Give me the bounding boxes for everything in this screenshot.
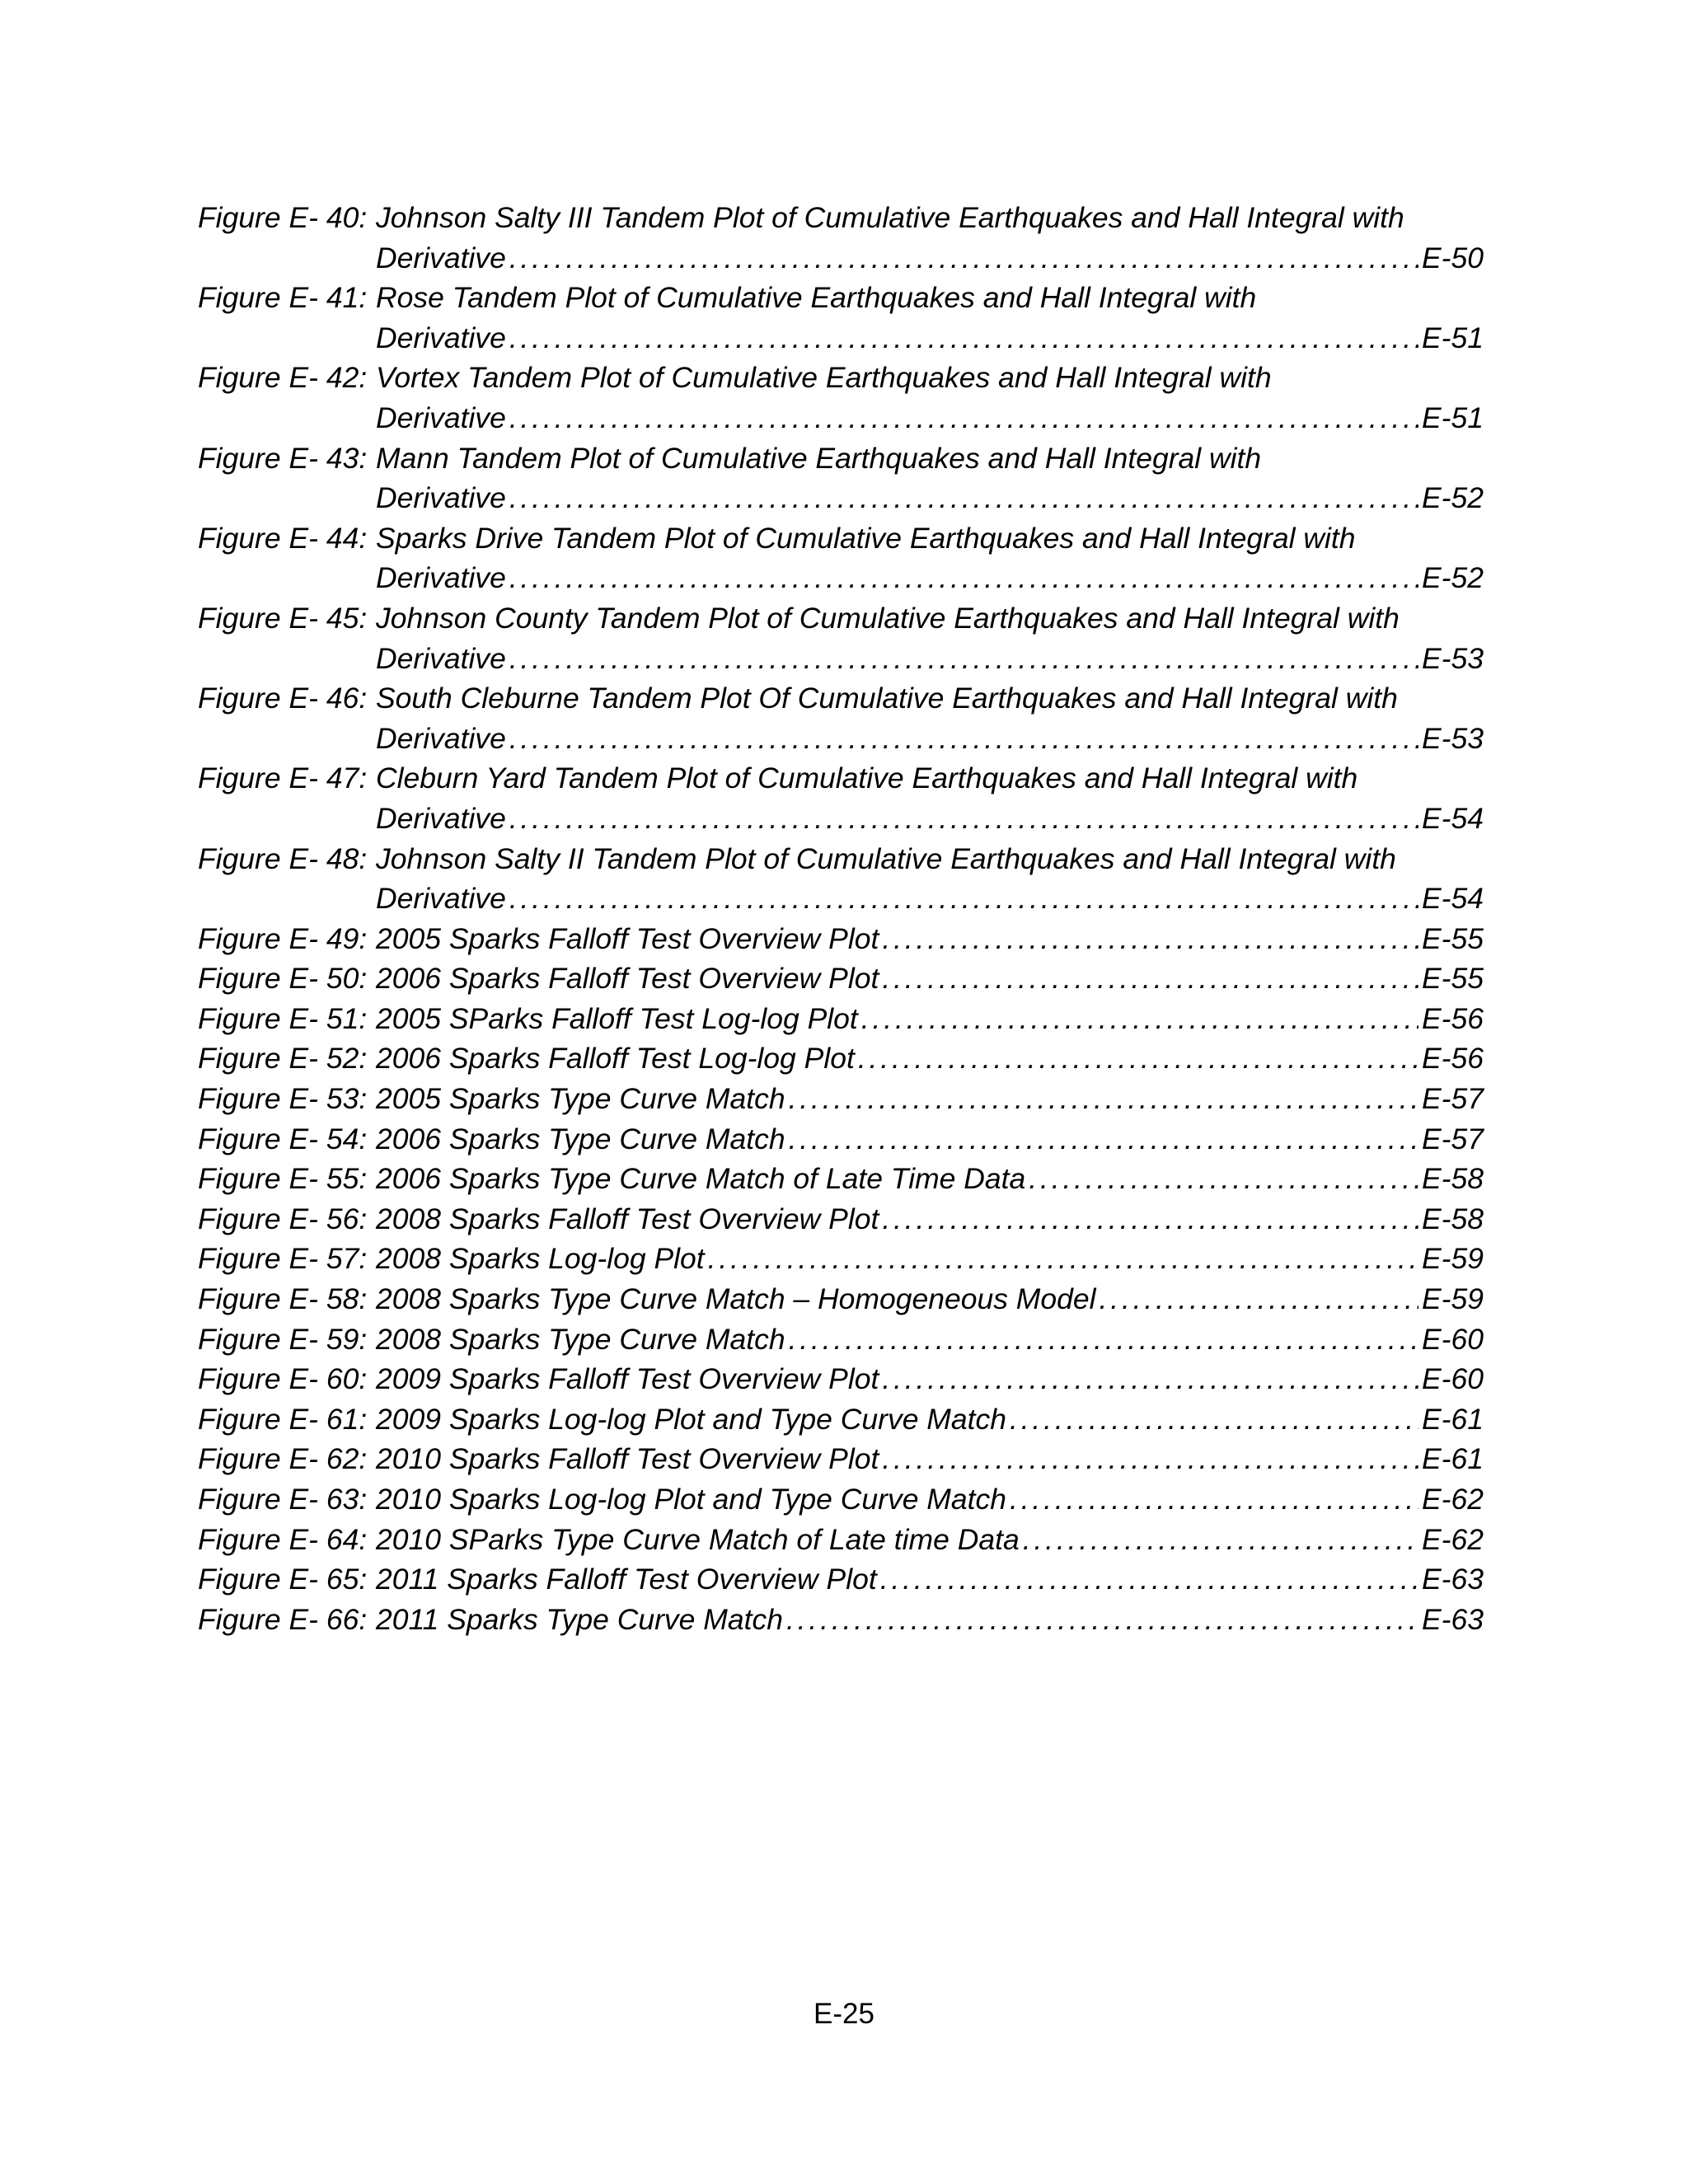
toc-entry[interactable]	[198, 198, 1484, 278]
figure-number: Figure E- 54:	[198, 1122, 368, 1155]
toc-entry[interactable]	[198, 438, 1484, 518]
figure-title: South Cleburne Tandem Plot Of Cumulative Earthquakes and Hall Integral with	[376, 682, 1398, 715]
figure-number: Figure E- 51:	[198, 1001, 368, 1035]
figure-title: 2006 Sparks Falloff Test Overview Plot	[376, 962, 879, 996]
figure-number: Figure E- 43:	[198, 441, 368, 475]
figure-title-continued: Derivative	[376, 801, 506, 835]
dot-leader	[882, 958, 1418, 999]
toc-entry[interactable]	[198, 518, 1484, 598]
page-ref: E-59	[1422, 1242, 1484, 1276]
figure-number: Figure E- 40:	[198, 201, 368, 234]
dot-leader	[789, 1119, 1418, 1160]
figure-title: Cleburn Yard Tandem Plot of Cumulative Earthquakes and Hall Integral with	[376, 762, 1358, 795]
figure-title-continued: Derivative	[376, 721, 506, 755]
figure-title: 2006 Sparks Falloff Test Log-log Plot	[376, 1042, 855, 1076]
page-ref: E-55	[1422, 921, 1484, 955]
dot-leader	[708, 1239, 1418, 1279]
toc-entry[interactable]	[198, 1079, 1484, 1119]
figure-number: Figure E- 47:	[198, 762, 368, 795]
toc-entry[interactable]	[198, 1279, 1484, 1319]
toc-entry[interactable]	[198, 1359, 1484, 1399]
page-ref: E-56	[1422, 1001, 1484, 1035]
page-ref: E-58	[1422, 1202, 1484, 1235]
figure-title: 2005 SParks Falloff Test Log-log Plot	[376, 1001, 858, 1035]
figure-number: Figure E- 41:	[198, 281, 368, 315]
dot-leader	[509, 719, 1418, 759]
figure-number: Figure E- 58:	[198, 1282, 368, 1316]
page-ref: E-57	[1422, 1122, 1484, 1155]
toc-entry[interactable]	[198, 1439, 1484, 1479]
figure-title: 2009 Sparks Log-log Plot and Type Curve Match	[376, 1402, 1006, 1436]
figure-title: Rose Tandem Plot of Cumulative Earthquakes and Hall Integral with	[376, 281, 1257, 315]
figure-title: 2010 Sparks Log-log Plot and Type Curve Match	[376, 1483, 1006, 1516]
figure-number: Figure E- 62:	[198, 1442, 368, 1476]
figure-title: 2008 Sparks Falloff Test Overview Plot	[376, 1202, 879, 1235]
figure-number: Figure E- 57:	[198, 1242, 368, 1276]
toc-entry[interactable]	[198, 1600, 1484, 1640]
toc-entry[interactable]	[198, 278, 1484, 358]
dot-leader	[789, 1079, 1418, 1119]
figure-number: Figure E- 44:	[198, 521, 368, 555]
figure-title: 2008 Sparks Type Curve Match – Homogeneous Model	[376, 1282, 1096, 1316]
page-ref: E-63	[1422, 1563, 1484, 1596]
list-of-figures	[198, 198, 1484, 1639]
figure-title: 2010 SParks Type Curve Match of Late time Data	[376, 1522, 1020, 1556]
figure-title: 2011 Sparks Falloff Test Overview Plot	[376, 1563, 877, 1596]
figure-title-continued: Derivative	[376, 481, 506, 515]
page-ref: E-50	[1422, 241, 1484, 274]
figure-title-continued: Derivative	[376, 882, 506, 916]
page-ref: E-55	[1422, 962, 1484, 996]
page-ref: E-60	[1422, 1322, 1484, 1356]
dot-leader	[1023, 1520, 1418, 1560]
figure-number: Figure E- 61:	[198, 1402, 368, 1436]
figure-number: Figure E- 50:	[198, 962, 368, 996]
toc-entry[interactable]	[198, 678, 1484, 758]
figure-title: 2008 Sparks Type Curve Match	[376, 1322, 785, 1356]
dot-leader	[509, 318, 1418, 359]
figure-number: Figure E- 45:	[198, 601, 368, 635]
figure-title-continued: Derivative	[376, 241, 506, 274]
page-ref: E-53	[1422, 721, 1484, 755]
toc-entry[interactable]	[198, 839, 1484, 919]
figure-title: 2006 Sparks Type Curve Match	[376, 1122, 785, 1155]
figure-title: Johnson Salty II Tandem Plot of Cumulative Earthquakes and Hall Integral with	[376, 841, 1396, 875]
dot-leader	[882, 919, 1418, 959]
toc-entry[interactable]	[198, 1479, 1484, 1520]
figure-number: Figure E- 60:	[198, 1362, 368, 1396]
dot-leader	[509, 398, 1418, 438]
toc-entry[interactable]	[198, 758, 1484, 838]
figure-number: Figure E- 64:	[198, 1522, 368, 1556]
toc-entry[interactable]	[198, 1159, 1484, 1199]
dot-leader	[509, 639, 1418, 679]
figure-title: 2008 Sparks Log-log Plot	[376, 1242, 705, 1276]
dot-leader	[509, 879, 1418, 919]
dot-leader	[786, 1600, 1418, 1640]
figure-number: Figure E- 46:	[198, 682, 368, 715]
figure-title: Vortex Tandem Plot of Cumulative Earthquakes and Hall Integral with	[376, 361, 1272, 395]
figure-title: Sparks Drive Tandem Plot of Cumulative Earthquakes and Hall Integral with	[376, 521, 1356, 555]
figure-title: 2006 Sparks Type Curve Match of Late Time Data	[376, 1162, 1026, 1196]
figure-number: Figure E- 63:	[198, 1483, 368, 1516]
page-ref: E-52	[1422, 481, 1484, 515]
toc-entry[interactable]	[198, 1038, 1484, 1079]
page-ref: E-51	[1422, 321, 1484, 354]
dot-leader	[882, 1199, 1418, 1240]
dot-leader	[1029, 1159, 1418, 1199]
toc-entry[interactable]	[198, 598, 1484, 678]
dot-leader	[1100, 1279, 1419, 1319]
figure-number: Figure E- 53:	[198, 1082, 368, 1116]
figure-title: 2005 Sparks Falloff Test Overview Plot	[376, 921, 879, 955]
figure-title-continued: Derivative	[376, 321, 506, 354]
toc-entry[interactable]	[198, 1199, 1484, 1240]
figure-number: Figure E- 49:	[198, 921, 368, 955]
page-ref: E-54	[1422, 882, 1484, 916]
toc-entry[interactable]	[198, 1399, 1484, 1440]
figure-title: 2009 Sparks Falloff Test Overview Plot	[376, 1362, 879, 1396]
dot-leader	[509, 799, 1418, 839]
page-ref: E-63	[1422, 1602, 1484, 1636]
figure-title: Mann Tandem Plot of Cumulative Earthquakes and Hall Integral with	[376, 441, 1262, 475]
dot-leader	[880, 1559, 1418, 1600]
toc-entry[interactable]	[198, 999, 1484, 1039]
page-ref: E-52	[1422, 561, 1484, 595]
dot-leader	[789, 1319, 1418, 1360]
figure-number: Figure E- 59:	[198, 1322, 368, 1356]
page-ref: E-57	[1422, 1082, 1484, 1116]
dot-leader	[861, 999, 1418, 1039]
figure-title-continued: Derivative	[376, 641, 506, 675]
page-ref: E-62	[1422, 1522, 1484, 1556]
toc-entry[interactable]	[198, 1520, 1484, 1560]
figure-number: Figure E- 48:	[198, 841, 368, 875]
dot-leader	[882, 1439, 1418, 1479]
page-ref: E-51	[1422, 401, 1484, 434]
page-ref: E-60	[1422, 1362, 1484, 1396]
figure-title: 2011 Sparks Type Curve Match	[376, 1602, 783, 1636]
dot-leader	[1010, 1479, 1418, 1520]
dot-leader	[509, 558, 1418, 598]
page-ref: E-62	[1422, 1483, 1484, 1516]
figure-title-continued: Derivative	[376, 401, 506, 434]
toc-entry[interactable]	[198, 1119, 1484, 1160]
figure-number: Figure E- 52:	[198, 1042, 368, 1076]
page-ref: E-54	[1422, 801, 1484, 835]
dot-leader	[509, 478, 1418, 518]
page-ref: E-53	[1422, 641, 1484, 675]
figure-title: Johnson County Tandem Plot of Cumulative Earthquakes and Hall Integral with	[376, 601, 1400, 635]
toc-entry[interactable]	[198, 958, 1484, 999]
page-ref: E-61	[1422, 1402, 1484, 1436]
page-ref: E-58	[1422, 1162, 1484, 1196]
toc-entry[interactable]	[198, 1559, 1484, 1600]
dot-leader	[882, 1359, 1418, 1399]
toc-entry[interactable]	[198, 919, 1484, 959]
figure-title: Johnson Salty III Tandem Plot of Cumulative Earthquakes and Hall Integral with	[376, 201, 1404, 234]
figure-number: Figure E- 42:	[198, 361, 368, 395]
figure-title: 2005 Sparks Type Curve Match	[376, 1082, 785, 1116]
figure-number: Figure E- 66:	[198, 1602, 368, 1636]
page-ref: E-56	[1422, 1042, 1484, 1076]
dot-leader	[858, 1038, 1418, 1079]
page-ref: E-61	[1422, 1442, 1484, 1476]
figure-number: Figure E- 55:	[198, 1162, 368, 1196]
toc-entry[interactable]	[198, 1319, 1484, 1360]
page-number: E-25	[814, 1998, 874, 2030]
page-ref: E-59	[1422, 1282, 1484, 1316]
dot-leader	[509, 238, 1418, 279]
figure-number: Figure E- 65:	[198, 1563, 368, 1596]
figure-title-continued: Derivative	[376, 561, 506, 595]
dot-leader	[1010, 1399, 1418, 1440]
toc-entry[interactable]	[198, 1239, 1484, 1279]
figure-number: Figure E- 56:	[198, 1202, 368, 1235]
figure-title: 2010 Sparks Falloff Test Overview Plot	[376, 1442, 879, 1476]
toc-entry[interactable]	[198, 358, 1484, 438]
